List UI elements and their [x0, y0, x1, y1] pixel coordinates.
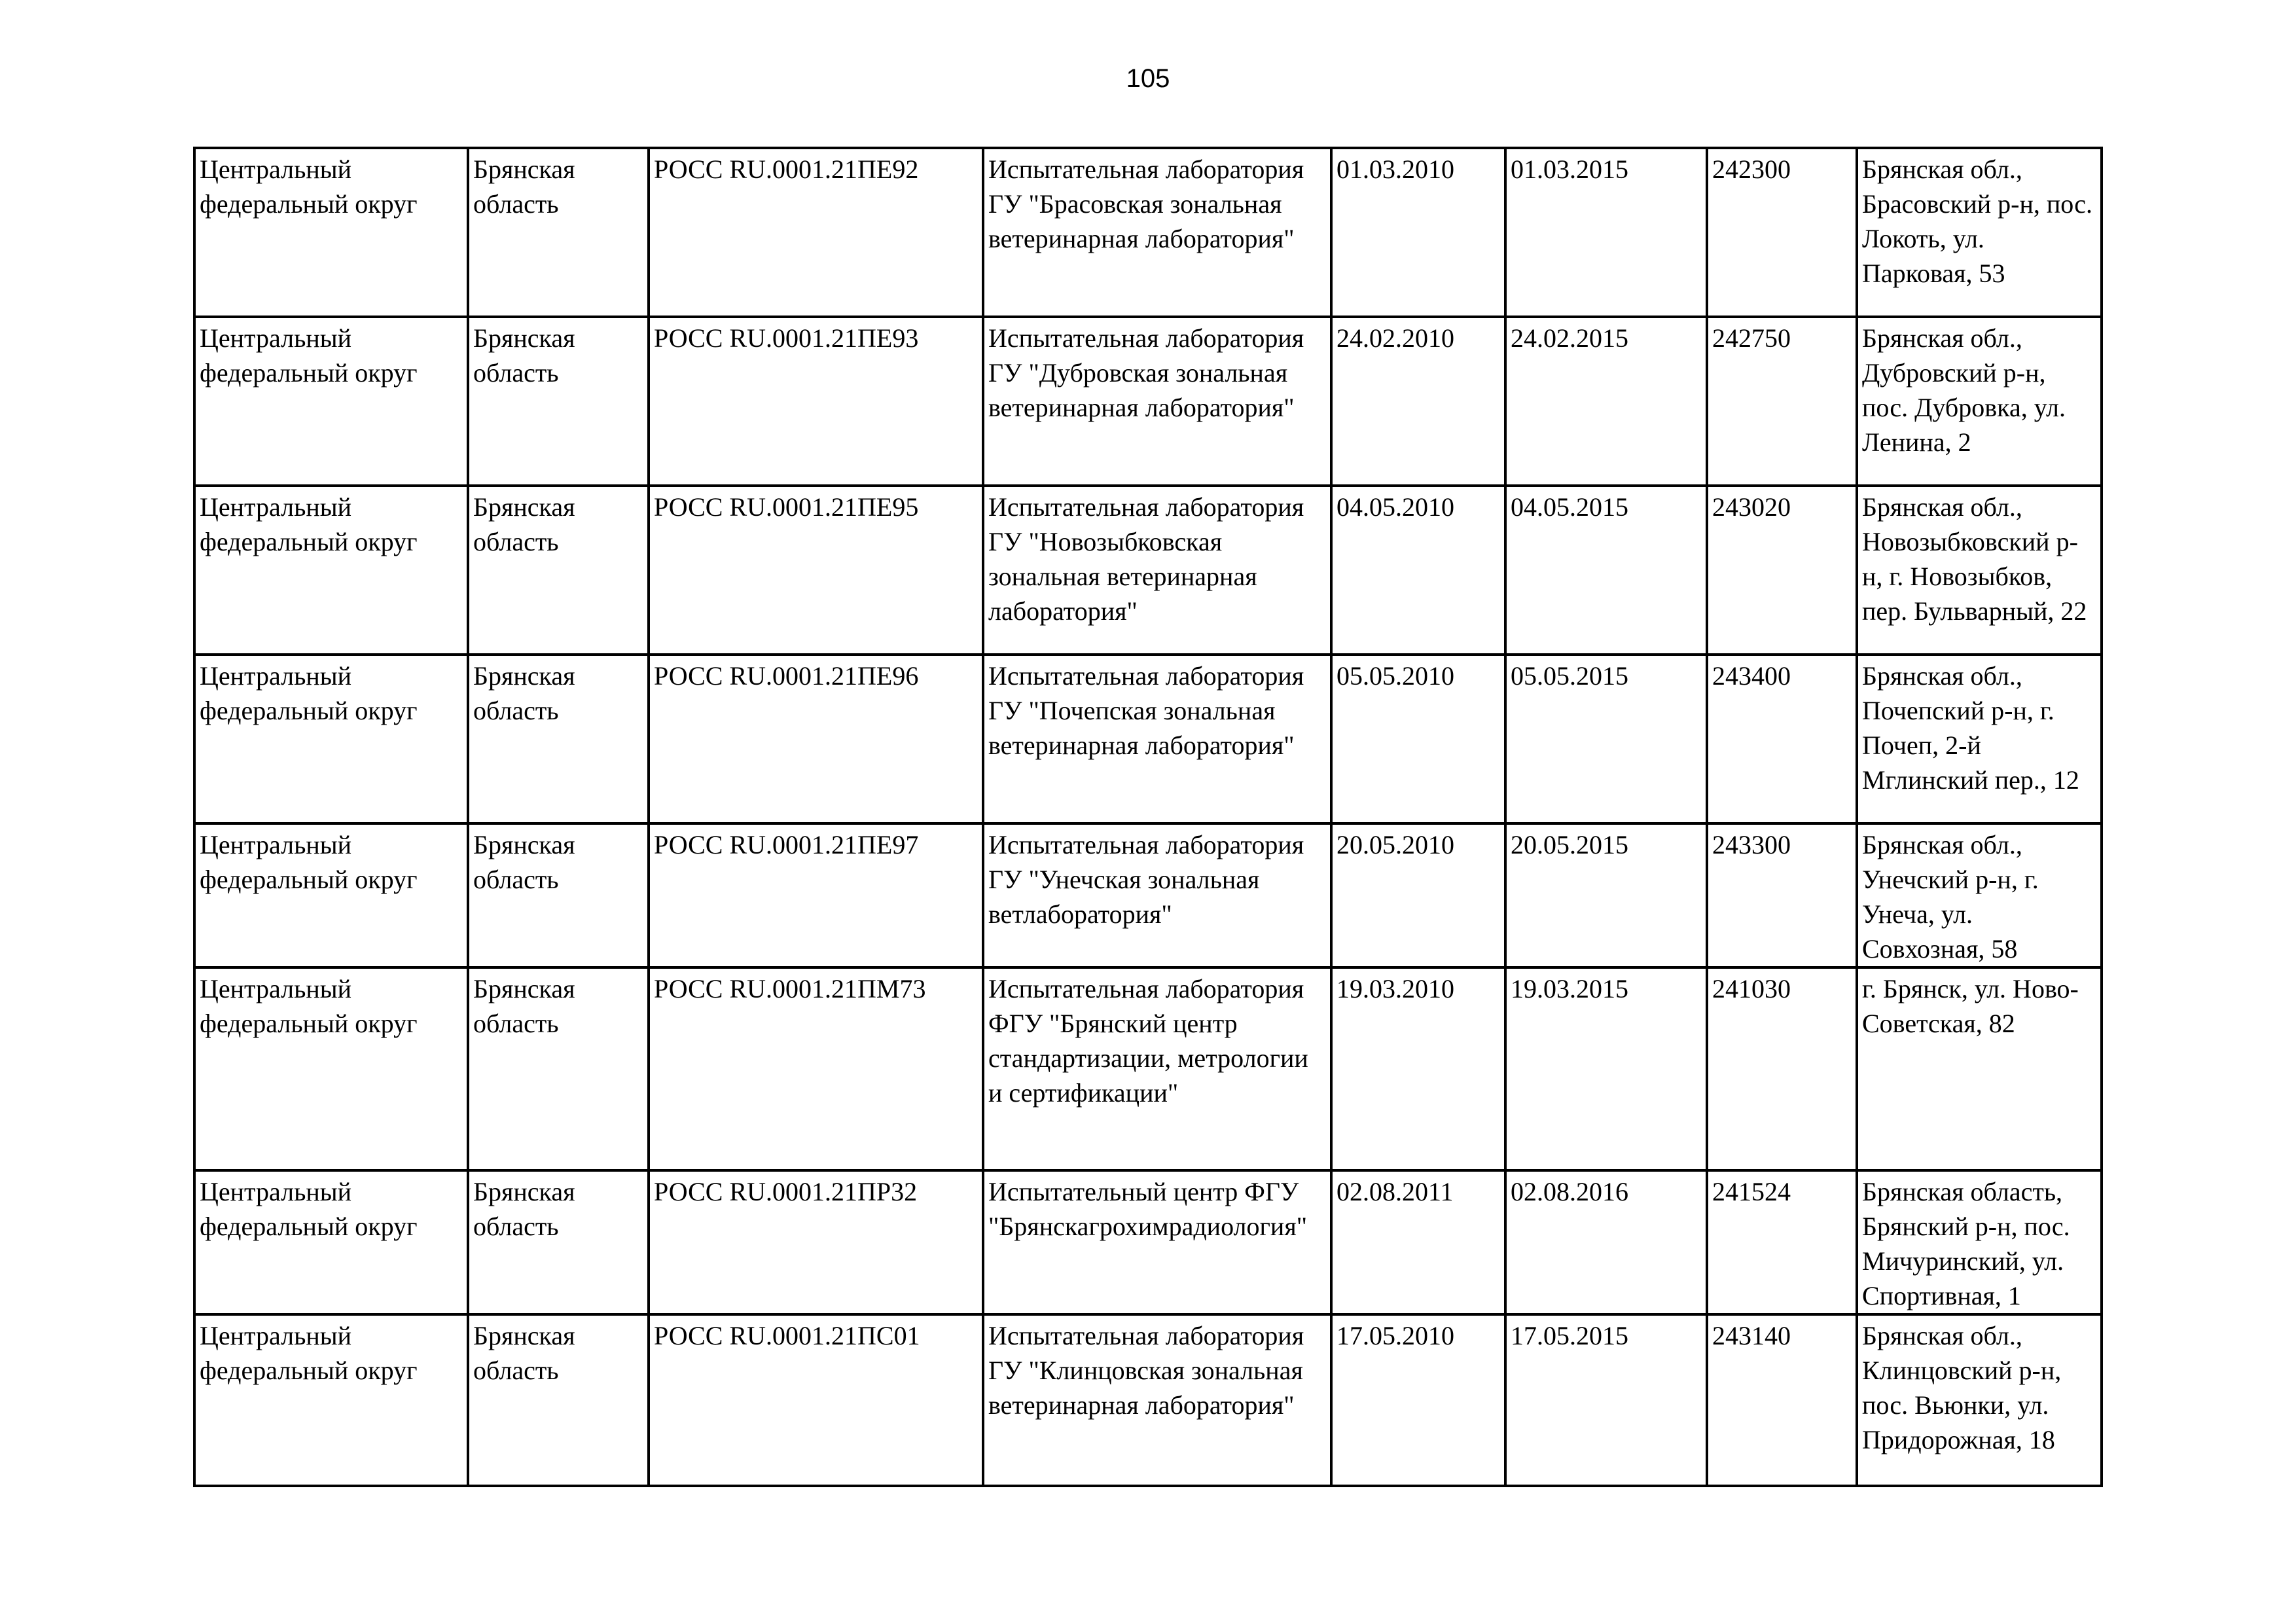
- certificate-cell: РОСС RU.0001.21ПЕ97: [649, 823, 983, 967]
- date-start-cell: 04.05.2010: [1331, 486, 1505, 655]
- certificate-cell: РОСС RU.0001.21ПЕ96: [649, 655, 983, 823]
- date-start-cell: 01.03.2010: [1331, 148, 1505, 317]
- region-cell: Брянская область: [468, 317, 649, 486]
- table-row: [194, 148, 2102, 317]
- address-cell: г. Брянск, ул. Ново-Советская, 82: [1857, 967, 2102, 1170]
- date-start-cell: 17.05.2010: [1331, 1314, 1505, 1486]
- district-cell: Центральный федеральный округ: [194, 148, 468, 317]
- address-cell: Брянская обл., Новозыбковский р-н, г. Новозыбков, пер. Бульварный, 22: [1857, 486, 2102, 655]
- organization-cell: Испытательная лаборатория ФГУ "Брянский центр стандартизации, метрологии и сертификации": [983, 967, 1331, 1170]
- certificate-cell: РОСС RU.0001.21ПЕ92: [649, 148, 983, 317]
- table-row: [194, 823, 2102, 967]
- date-start-cell: 05.05.2010: [1331, 655, 1505, 823]
- organization-cell: Испытательная лаборатория ГУ "Брасовская зональная ветеринарная лаборатория": [983, 148, 1331, 317]
- date-end-cell: 05.05.2015: [1505, 655, 1707, 823]
- date-start-cell: 02.08.2011: [1331, 1170, 1505, 1314]
- postcode-cell: 242300: [1707, 148, 1857, 317]
- district-cell: Центральный федеральный округ: [194, 655, 468, 823]
- certificate-cell: РОСС RU.0001.21ПР32: [649, 1170, 983, 1314]
- table-row: [194, 655, 2102, 823]
- date-start-cell: 20.05.2010: [1331, 823, 1505, 967]
- organization-cell: Испытательная лаборатория ГУ "Почепская зональная ветеринарная лаборатория": [983, 655, 1331, 823]
- date-end-cell: 20.05.2015: [1505, 823, 1707, 967]
- address-cell: Брянская обл., Унечский р-н, г. Унеча, ул. Совхозная, 58: [1857, 823, 2102, 967]
- date-start-cell: 24.02.2010: [1331, 317, 1505, 486]
- region-cell: Брянская область: [468, 967, 649, 1170]
- table-row: [194, 1170, 2102, 1314]
- table-row: [194, 1314, 2102, 1486]
- date-end-cell: 19.03.2015: [1505, 967, 1707, 1170]
- date-start-cell: 19.03.2010: [1331, 967, 1505, 1170]
- region-cell: Брянская область: [468, 148, 649, 317]
- district-cell: Центральный федеральный округ: [194, 823, 468, 967]
- address-cell: Брянская обл., Клинцовский р-н, пос. Вьюнки, ул. Придорожная, 18: [1857, 1314, 2102, 1486]
- district-cell: Центральный федеральный округ: [194, 967, 468, 1170]
- district-cell: Центральный федеральный округ: [194, 1314, 468, 1486]
- organization-cell: Испытательная лаборатория ГУ "Клинцовская зональная ветеринарная лаборатория": [983, 1314, 1331, 1486]
- postcode-cell: 241524: [1707, 1170, 1857, 1314]
- table-row: [194, 317, 2102, 486]
- region-cell: Брянская область: [468, 1170, 649, 1314]
- district-cell: Центральный федеральный округ: [194, 486, 468, 655]
- organization-cell: Испытательный центр ФГУ "Брянскагрохимрадиология": [983, 1170, 1331, 1314]
- date-end-cell: 02.08.2016: [1505, 1170, 1707, 1314]
- postcode-cell: 243140: [1707, 1314, 1857, 1486]
- organization-cell: Испытательная лаборатория ГУ "Новозыбковская зональная ветеринарная лаборатория": [983, 486, 1331, 655]
- table-row: [194, 486, 2102, 655]
- laboratory-registry-table: [193, 147, 2103, 1487]
- postcode-cell: 243300: [1707, 823, 1857, 967]
- region-cell: Брянская область: [468, 1314, 649, 1486]
- postcode-cell: 242750: [1707, 317, 1857, 486]
- certificate-cell: РОСС RU.0001.21ПЕ95: [649, 486, 983, 655]
- region-cell: Брянская область: [468, 486, 649, 655]
- certificate-cell: РОСС RU.0001.21ПМ73: [649, 967, 983, 1170]
- address-cell: Брянская обл., Дубровский р-н, пос. Дубровка, ул. Ленина, 2: [1857, 317, 2102, 486]
- certificate-cell: РОСС RU.0001.21ПЕ93: [649, 317, 983, 486]
- postcode-cell: 241030: [1707, 967, 1857, 1170]
- page-number: 105: [1126, 64, 1170, 93]
- district-cell: Центральный федеральный округ: [194, 317, 468, 486]
- address-cell: Брянская обл., Почепский р-н, г. Почеп, 2-й Мглинский пер., 12: [1857, 655, 2102, 823]
- date-end-cell: 17.05.2015: [1505, 1314, 1707, 1486]
- address-cell: Брянская область, Брянский р-н, пос. Мичуринский, ул. Спортивная, 1: [1857, 1170, 2102, 1314]
- date-end-cell: 04.05.2015: [1505, 486, 1707, 655]
- certificate-cell: РОСС RU.0001.21ПС01: [649, 1314, 983, 1486]
- region-cell: Брянская область: [468, 823, 649, 967]
- postcode-cell: 243400: [1707, 655, 1857, 823]
- district-cell: Центральный федеральный округ: [194, 1170, 468, 1314]
- organization-cell: Испытательная лаборатория ГУ "Унечская зональная ветлаборатория": [983, 823, 1331, 967]
- address-cell: Брянская обл., Брасовский р-н, пос. Локоть, ул. Парковая, 53: [1857, 148, 2102, 317]
- table-row: [194, 967, 2102, 1170]
- region-cell: Брянская область: [468, 655, 649, 823]
- organization-cell: Испытательная лаборатория ГУ "Дубровская зональная ветеринарная лаборатория": [983, 317, 1331, 486]
- date-end-cell: 24.02.2015: [1505, 317, 1707, 486]
- postcode-cell: 243020: [1707, 486, 1857, 655]
- date-end-cell: 01.03.2015: [1505, 148, 1707, 317]
